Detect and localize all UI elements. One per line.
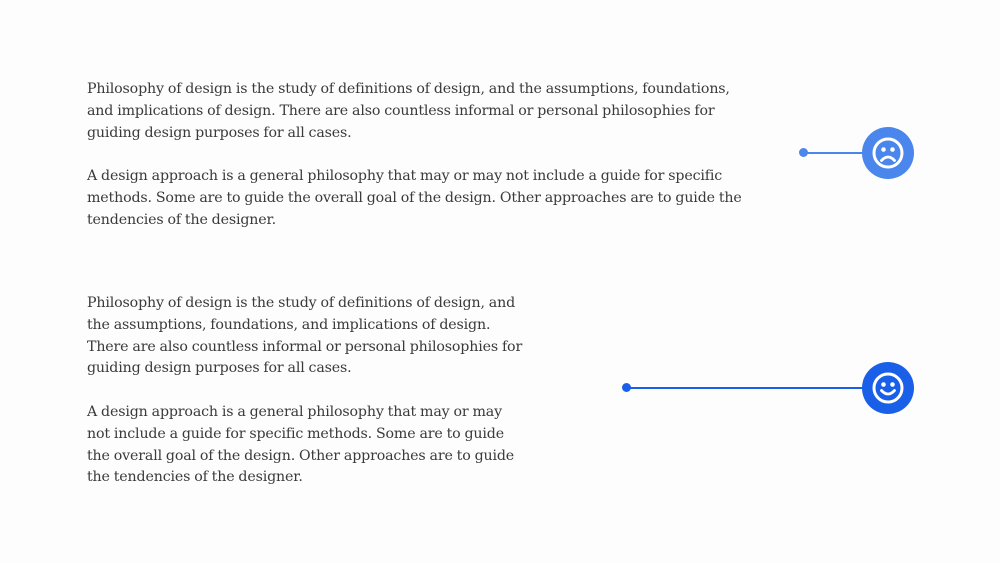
- narrow-text-block: [87, 293, 527, 489]
- wide-text-block: [87, 79, 752, 232]
- connector-line-bottom: [627, 387, 867, 389]
- sad-face-icon: [871, 136, 905, 170]
- connector-line-top: [804, 152, 866, 154]
- paragraph-approach: A design approach is a general philosophy that may or may not include a guide for specific methods. Some are to guide the overall goal of the design. Other approaches are to guide the tendencies of the designer.: [87, 168, 742, 228]
- sad-verdict-badge: [862, 127, 914, 179]
- paragraph-philosophy: Philosophy of design is the study of definitions of design, and the assumptions, foundations, and implications of design. There are also countless informal or personal philosophies for guiding design purposes for all cases.: [87, 81, 730, 141]
- paragraph-approach: A design approach is a general philosophy that may or may not include a guide for specific methods. Some are to guide the overall goal of the design. Other approaches are to guide the tendencies of the designer.: [87, 403, 515, 486]
- happy-face-icon: [871, 371, 905, 405]
- paragraph-philosophy: Philosophy of design is the study of definitions of design, and the assumptions, foundations, and implications of design. There are also countless informal or personal philosophies for guiding design purposes for all cases.: [87, 295, 523, 377]
- happy-verdict-badge: [862, 362, 914, 414]
